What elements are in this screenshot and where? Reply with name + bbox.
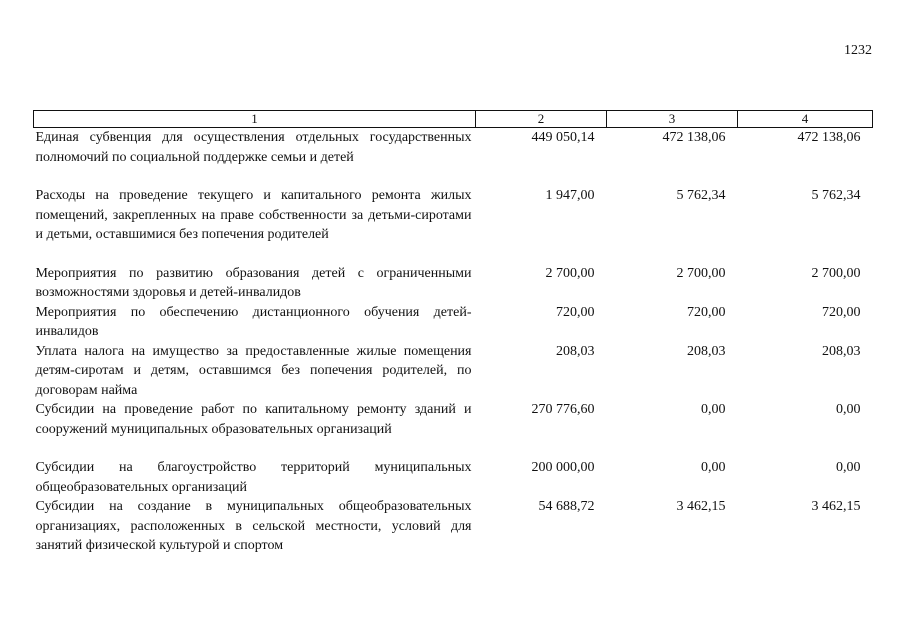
column-header: 2 bbox=[476, 111, 607, 128]
row-value-col3: 5 762,34 bbox=[676, 188, 726, 203]
row-value-col3: 2 700,00 bbox=[676, 265, 726, 281]
row-value-col4: 2 700,00 bbox=[811, 265, 861, 281]
table-row bbox=[34, 458, 873, 497]
row-name: Единая субвенция для осуществления отдельных государственных полномочий по социальной поддержке семьи и детей bbox=[35, 130, 472, 165]
row-value-col2: 200 000,00 bbox=[531, 460, 595, 475]
table-row bbox=[34, 342, 873, 401]
row-name: Расходы на проведение текущего и капитального ремонта жилых помещений, закрепленных на праве собственности за детьми-сиротами и детьми, оставшимися без попечения родителей bbox=[35, 188, 472, 242]
row-value-col3: 0,00 bbox=[701, 460, 726, 475]
table-row bbox=[34, 303, 873, 342]
row-value-col3: 472 138,06 bbox=[662, 130, 726, 145]
row-value-col2: 2 700,00 bbox=[545, 265, 595, 281]
row-value-col2: 449 050,14 bbox=[531, 130, 595, 145]
table-header-row bbox=[34, 111, 873, 128]
row-value-col4: 3 462,15 bbox=[811, 499, 861, 514]
row-value-col4: 720,00 bbox=[822, 304, 861, 320]
row-name: Уплата налога на имущество за предоставленные жилые помещения детям-сиротам и детям, оставшимся без попечения родителей, по договорам найма bbox=[35, 343, 472, 398]
row-name: Мероприятия по развитию образования детей с ограниченными возможностями здоровья и детей-инвалидов bbox=[35, 265, 472, 300]
row-value-col4: 472 138,06 bbox=[797, 130, 861, 145]
row-value-col4: 0,00 bbox=[836, 402, 861, 417]
column-header: 1 bbox=[34, 111, 476, 128]
row-value-col2: 720,00 bbox=[556, 304, 595, 320]
page-number: 1232 bbox=[844, 43, 872, 58]
row-value-col2: 1 947,00 bbox=[545, 188, 595, 203]
row-value-col3: 720,00 bbox=[687, 304, 726, 320]
table-row bbox=[34, 186, 873, 264]
column-header: 4 bbox=[738, 111, 873, 128]
row-value-col2: 54 688,72 bbox=[538, 499, 595, 514]
row-name: Субсидии на создание в муниципальных общеобразовательных организациях, расположенных в сельской местности, условий для занятий физической культурой и спортом bbox=[35, 499, 472, 553]
row-value-col4: 0,00 bbox=[836, 460, 861, 475]
row-value-col2: 270 776,60 bbox=[531, 402, 595, 417]
row-value-col2: 208,03 bbox=[556, 343, 595, 359]
table-row bbox=[34, 264, 873, 303]
row-name: Мероприятия по обеспечению дистанционного обучения детей-инвалидов bbox=[35, 304, 472, 339]
row-value-col4: 5 762,34 bbox=[811, 188, 861, 203]
table-row bbox=[34, 400, 873, 458]
table-row bbox=[34, 128, 873, 187]
row-value-col3: 0,00 bbox=[701, 402, 726, 417]
row-name: Субсидии на благоустройство территорий муниципальных общеобразовательных организаций bbox=[35, 460, 472, 495]
table-row bbox=[34, 497, 873, 556]
budget-table bbox=[33, 110, 873, 556]
row-name: Субсидии на проведение работ по капитальному ремонту зданий и сооружений муниципальных образовательных организаций bbox=[35, 402, 472, 437]
row-value-col3: 3 462,15 bbox=[676, 499, 726, 514]
row-value-col4: 208,03 bbox=[822, 343, 861, 359]
row-value-col3: 208,03 bbox=[687, 343, 726, 359]
column-header: 3 bbox=[607, 111, 738, 128]
